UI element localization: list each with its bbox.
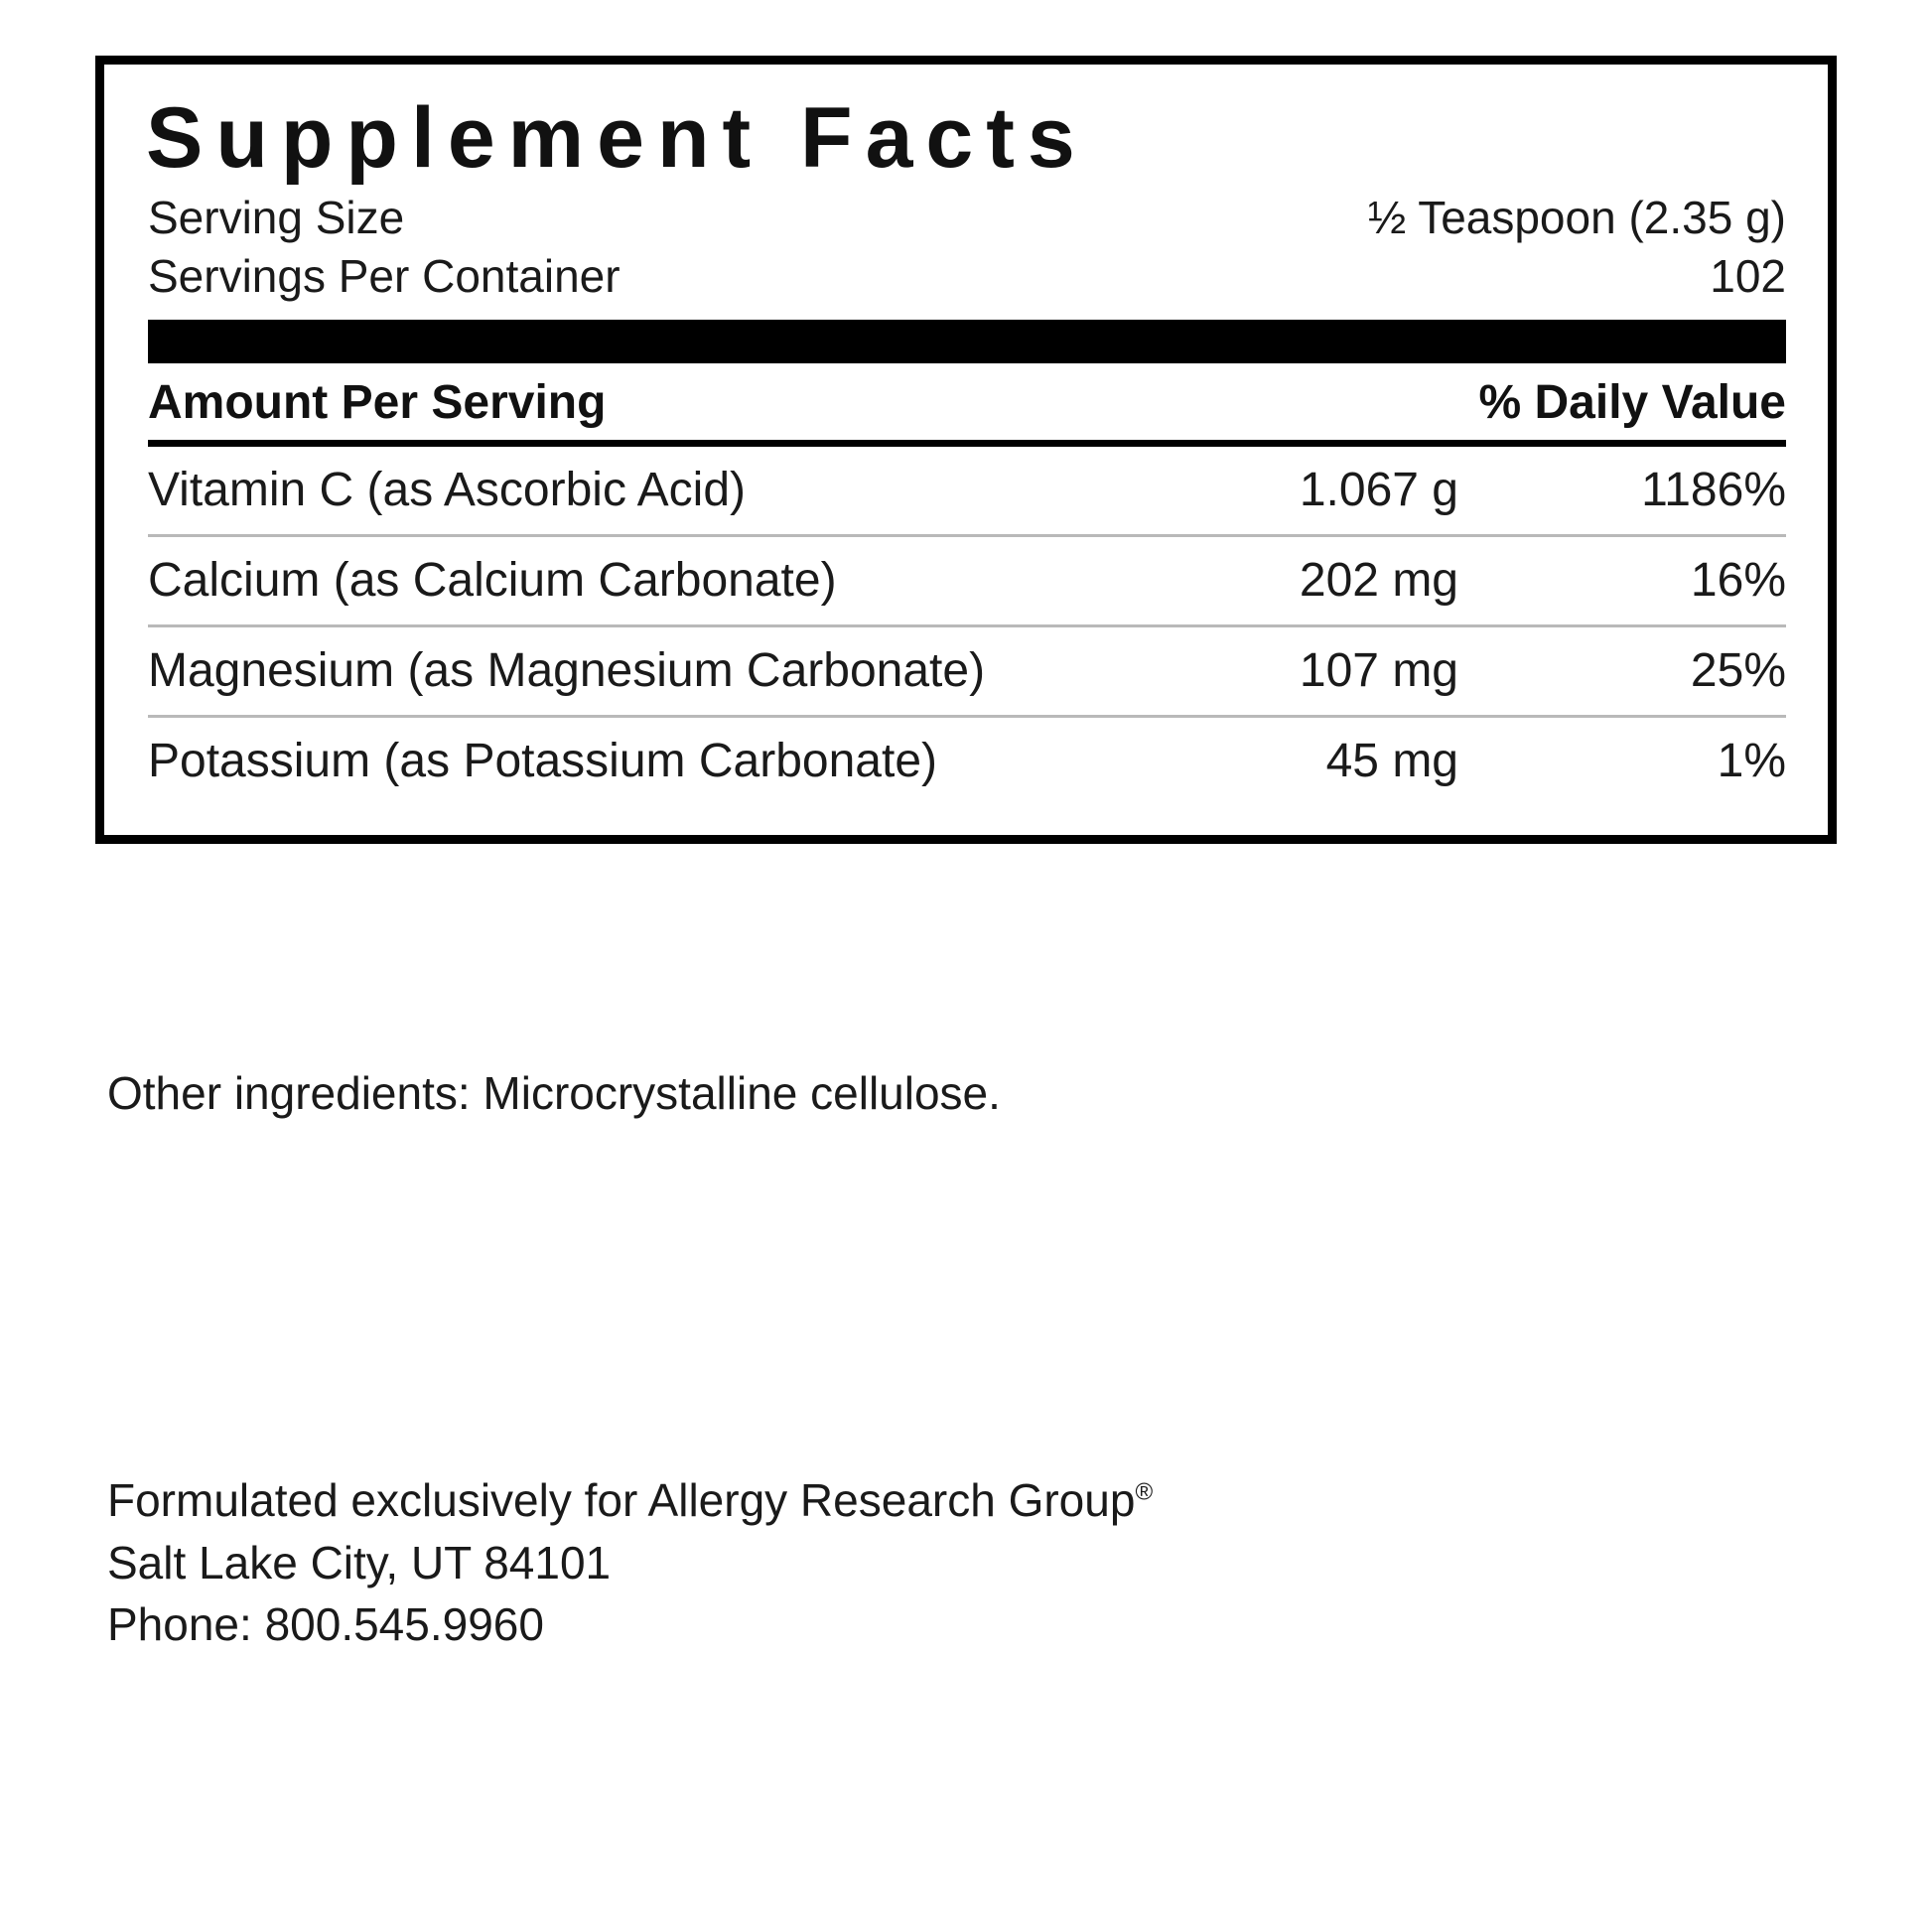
manufacturer-block [107, 1469, 1153, 1656]
servings-per-container-label: Servings Per Container [148, 249, 621, 302]
nutrient-daily-value: 25% [1690, 643, 1786, 697]
registered-trademark-icon: ® [1135, 1478, 1154, 1506]
table-row [138, 627, 1794, 715]
header-rule [148, 440, 1786, 447]
daily-value-label: % Daily Value [1478, 375, 1786, 429]
serving-size-label: Serving Size [148, 191, 405, 243]
formulated-for-line [107, 1469, 1153, 1532]
table-row [138, 447, 1794, 534]
formulated-for-text: Formulated exclusively for Allergy Research Group [107, 1474, 1136, 1526]
amount-per-serving-label: Amount Per Serving [148, 375, 607, 429]
nutrient-name: Vitamin C (as Ascorbic Acid) [148, 463, 746, 516]
table-row [138, 537, 1794, 624]
servings-per-container-value: 102 [1710, 249, 1786, 302]
servings-per-container-row [138, 247, 1794, 306]
nutrient-name: Calcium (as Calcium Carbonate) [148, 553, 837, 607]
table-row [138, 718, 1794, 805]
nutrient-amount: 1.067 g [1299, 463, 1458, 516]
panel-title: Supplement Facts [146, 90, 1088, 186]
amount-per-serving-header [138, 363, 1794, 440]
nutrient-name: Potassium (as Potassium Carbonate) [148, 734, 937, 787]
supplement-facts-panel [95, 56, 1837, 844]
nutrient-daily-value: 16% [1690, 553, 1786, 607]
heavy-separator-bar [148, 320, 1786, 363]
other-ingredients-text: Other ingredients: Microcrystalline cellulose. [107, 1067, 1001, 1119]
nutrient-daily-value: 1% [1717, 734, 1786, 787]
address-line: Salt Lake City, UT 84101 [107, 1536, 612, 1588]
nutrient-daily-value: 1186% [1641, 463, 1786, 516]
serving-size-row [138, 189, 1794, 247]
nutrient-amount: 45 mg [1325, 734, 1458, 787]
nutrient-amount: 202 mg [1299, 553, 1458, 607]
phone-line: Phone: 800.545.9960 [107, 1598, 544, 1651]
nutrient-name: Magnesium (as Magnesium Carbonate) [148, 643, 986, 697]
nutrient-amount: 107 mg [1299, 643, 1458, 697]
serving-size-value: ½ Teaspoon (2.35 g) [1367, 191, 1786, 243]
